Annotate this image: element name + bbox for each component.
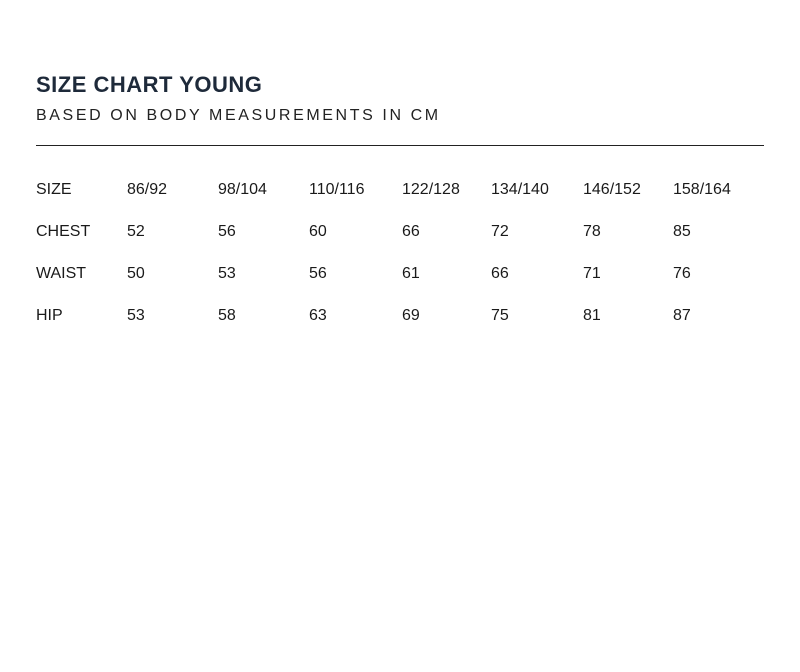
table-cell: 56 (309, 265, 327, 282)
table-cell: 122/128 (402, 181, 460, 198)
row-label: SIZE (36, 181, 72, 198)
table-cell: 69 (402, 307, 420, 324)
table-cell: 72 (491, 223, 509, 240)
table-cell: 52 (127, 223, 145, 240)
table-cell: 61 (402, 265, 420, 282)
table-cell: 66 (402, 223, 420, 240)
table-cell: 71 (583, 265, 601, 282)
table-cell: 75 (491, 307, 509, 324)
row-label: WAIST (36, 265, 87, 282)
page-subtitle: BASED ON BODY MEASUREMENTS IN CM (36, 107, 441, 124)
table-row-size (36, 169, 764, 211)
table-cell: 110/116 (309, 181, 365, 198)
table-cell: 81 (583, 307, 601, 324)
table-cell: 56 (218, 223, 236, 240)
row-label: CHEST (36, 223, 91, 240)
table-row-chest (36, 211, 764, 253)
table-cell: 63 (309, 307, 327, 324)
table-row-hip (36, 295, 764, 337)
table-cell: 60 (309, 223, 327, 240)
table-cell: 87 (673, 307, 691, 324)
table-cell: 85 (673, 223, 691, 240)
table-cell: 146/152 (583, 181, 641, 198)
header-divider (36, 145, 764, 146)
table-cell: 53 (127, 307, 145, 324)
table-cell: 53 (218, 265, 236, 282)
row-label: HIP (36, 307, 63, 324)
table-row-waist (36, 253, 764, 295)
table-cell: 158/164 (673, 181, 731, 198)
page-title: SIZE CHART YOUNG (36, 72, 263, 97)
table-cell: 76 (673, 265, 691, 282)
table-cell: 58 (218, 307, 236, 324)
table-cell: 66 (491, 265, 509, 282)
table-cell: 134/140 (491, 181, 549, 198)
table-cell: 86/92 (127, 181, 168, 198)
size-chart-table (36, 169, 764, 337)
table-cell: 98/104 (218, 181, 267, 198)
table-cell: 50 (127, 265, 145, 282)
table-cell: 78 (583, 223, 601, 240)
